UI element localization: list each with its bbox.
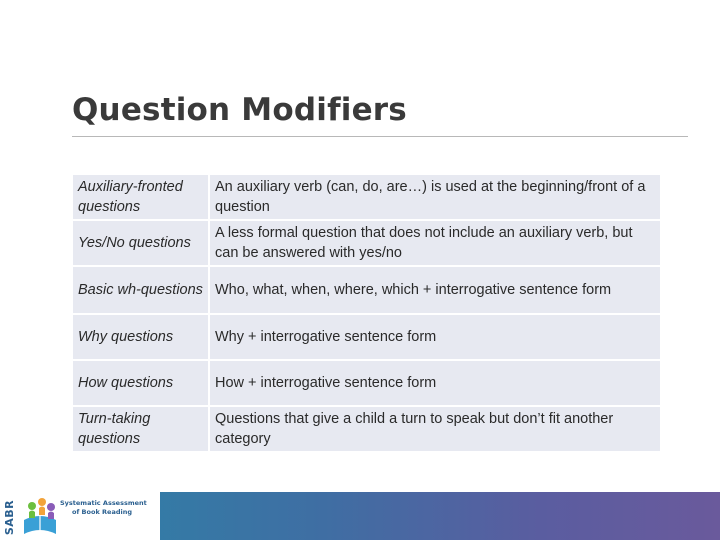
logo-line-2: of Book Reading [72,508,132,516]
definition-cell: How + interrogative sentence form [210,361,660,405]
modifiers-table-container [71,173,660,453]
definition-cell: Who, what, when, where, which + interrogative sentence form [210,267,660,313]
sabr-abbrev-text: SABR [3,499,17,535]
logo-line-1: Systematic Assessment [60,499,147,507]
definition-cell: Why + interrogative sentence form [210,315,660,359]
sabr-abbrev [3,497,17,537]
definition-cell: An auxiliary verb (can, do, are…) is used at the beginning/front of a question [210,175,660,219]
title-divider [72,136,688,137]
slide-title: Question Modifiers [72,92,407,128]
term-cell: Turn-taking questions [73,407,208,451]
table-row [73,361,660,405]
children-reading-book-icon [20,494,60,538]
term-cell: Auxiliary-fronted questions [73,175,208,219]
table-row [73,221,660,265]
table-row [73,175,660,219]
definition-cell: A less formal question that does not include an auxiliary verb, but can be answered with yes/no [210,221,660,265]
term-cell: Basic wh-questions [73,267,208,313]
term-cell: Yes/No questions [73,221,208,265]
logo-wordmark [60,499,147,517]
term-cell: Why questions [73,315,208,359]
term-cell: How questions [73,361,208,405]
definition-cell: Questions that give a child a turn to speak but don’t fit another category [210,407,660,451]
table-row [73,267,660,313]
question-modifiers-table [71,173,662,453]
table-row [73,315,660,359]
table-row [73,407,660,451]
